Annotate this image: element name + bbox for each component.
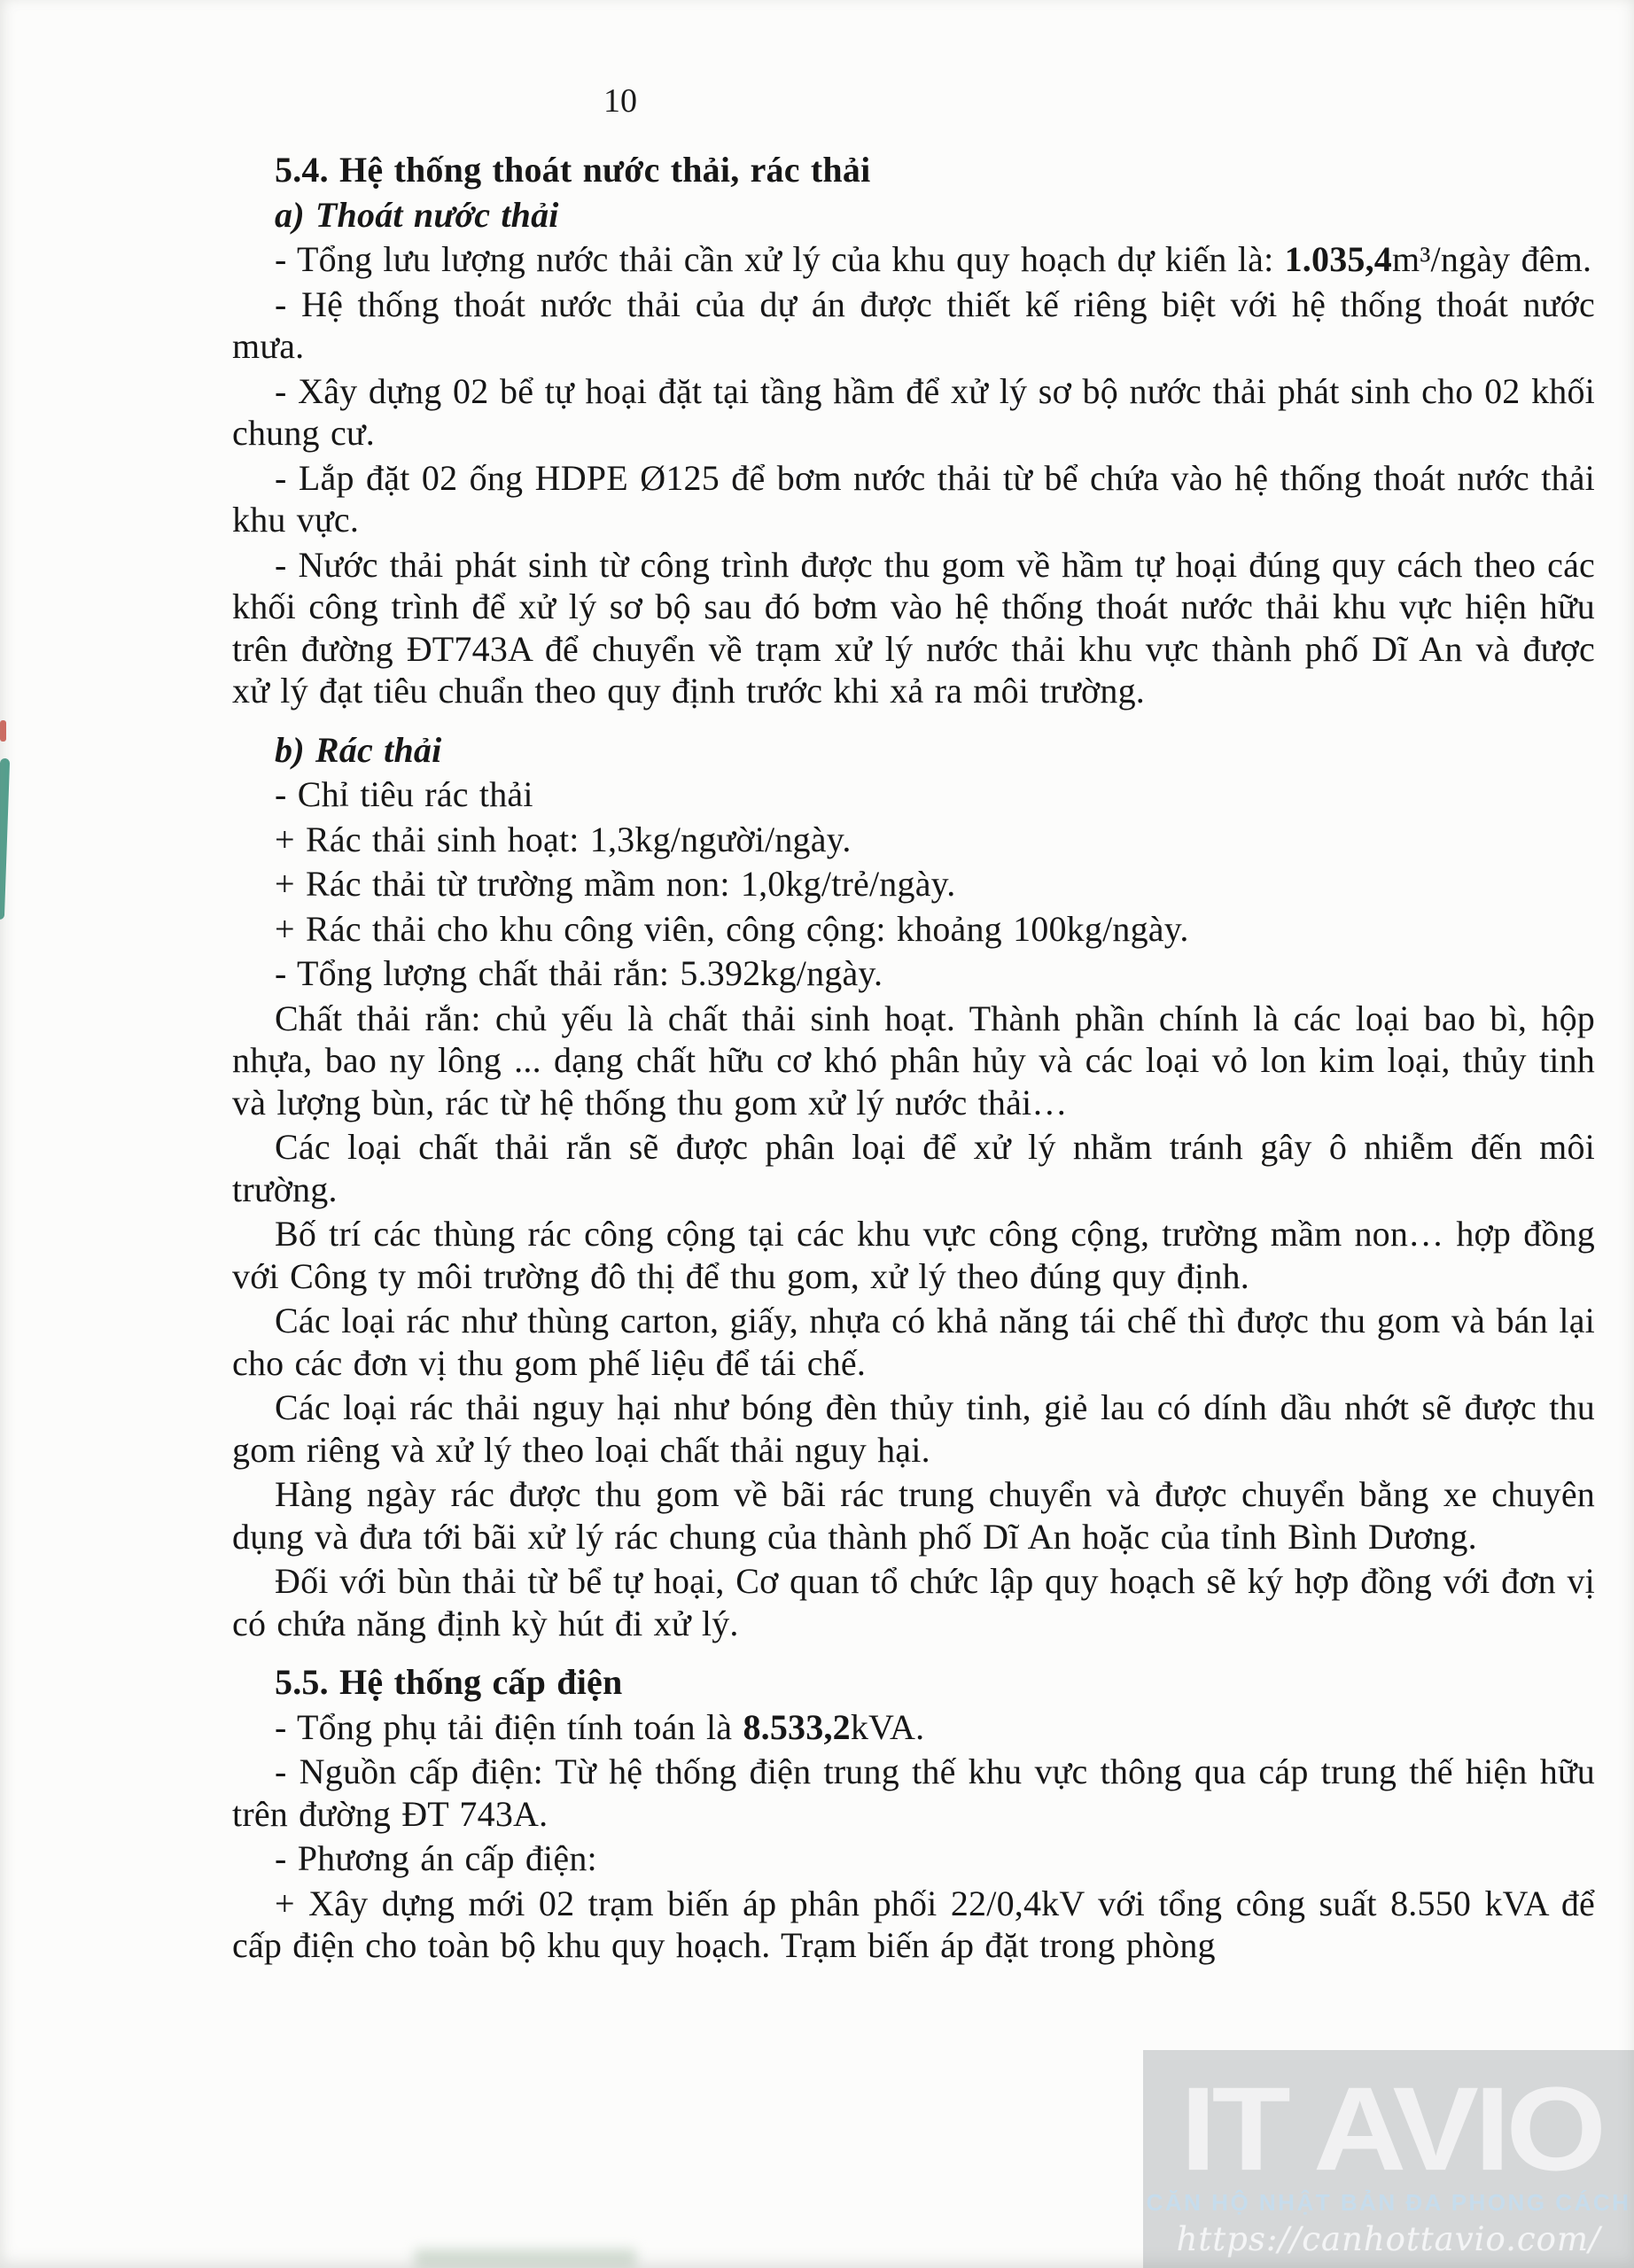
paragraph — [232, 544, 1595, 712]
text-segment: Các loại chất thải rắn sẽ được phân loại để xử lý nhằm tránh gây ô nhiễm đến môi trường. — [232, 1127, 1595, 1209]
text-segment: Bố trí các thùng rác công cộng tại các khu vực công cộng, trường mầm non… hợp đồng với Công ty môi trường đô thị để thu gom, xử lý theo đúng quy định. — [232, 1214, 1595, 1296]
watermark-overlay — [1143, 2050, 1634, 2268]
paragraph — [232, 863, 1595, 905]
paragraph — [232, 908, 1595, 951]
paragraph — [232, 457, 1595, 541]
heading — [232, 1661, 1595, 1704]
text-segment: - Xây dựng 02 bể tự hoại đặt tại tầng hầm để xử lý sơ bộ nước thải phát sinh cho 02 khối chung cư. — [232, 370, 1595, 453]
paragraph — [232, 370, 1595, 454]
text-segment: 5.4. Hệ thống thoát nước thải, rác thải — [275, 150, 871, 190]
subheading — [232, 194, 1595, 237]
text-segment: + Rác thải sinh hoạt: 1,3kg/người/ngày. — [275, 819, 852, 859]
text-segment: - Tổng lượng chất thải rắn: 5.392kg/ngày. — [275, 953, 883, 993]
document-body — [232, 149, 1595, 1969]
text-segment: Các loại rác như thùng carton, giấy, nhựa có khả năng tái chế thì được thu gom và bán lại cho các đơn vị thu gom phế liệu để tái chế. — [232, 1301, 1595, 1383]
scan-artifact-red-mark — [0, 720, 6, 742]
paragraph — [232, 952, 1595, 995]
text-segment: kVA. — [850, 1706, 925, 1747]
paragraph — [232, 819, 1595, 861]
text-segment: - Nguồn cấp điện: Từ hệ thống điện trung thế khu vực thông qua cáp trung thế hiện hữu trên đường ĐT 743A. — [232, 1751, 1595, 1834]
text-segment: + Rác thải từ trường mầm non: 1,0kg/trẻ/ngày. — [275, 864, 956, 904]
scan-artifact-smudge — [415, 2249, 636, 2268]
text-segment: - Chỉ tiêu rác thải — [275, 774, 533, 814]
paragraph — [232, 1386, 1595, 1471]
text-segment: + Rác thải cho khu công viên, công cộng: khoảng 100kg/ngày. — [275, 908, 1189, 949]
watermark-tagline: CĂN HỘ NHẬT BẢN ĐA PHONG CÁCH — [1146, 2189, 1631, 2216]
heading — [232, 149, 1595, 191]
paragraph — [232, 1126, 1595, 1210]
text-segment: 8.533,2 — [743, 1706, 851, 1747]
text-segment: Các loại rác thải nguy hại như bóng đèn thủy tinh, giẻ lau có dính dầu nhớt sẽ được thu gom riêng và xử lý theo loại chất thải nguy hại. — [232, 1387, 1595, 1470]
watermark-url: https://canhottavio.com/ — [1176, 2220, 1601, 2258]
subheading — [232, 729, 1595, 772]
scan-artifact-teal-mark — [0, 758, 10, 920]
paragraph — [232, 1213, 1595, 1297]
text-segment: 1.035,4 — [1284, 239, 1392, 279]
text-segment: a) Thoát nước thải — [275, 194, 559, 235]
text-segment: Đối với bùn thải từ bể tự hoại, Cơ quan tổ chức lập quy hoạch sẽ ký hợp đồng với đơn vị có chứa năng định kỳ hút đi xử lý. — [232, 1561, 1595, 1643]
paragraph — [232, 1706, 1595, 1749]
text-segment: m³/ngày đêm. — [1392, 239, 1592, 279]
text-segment: - Phương án cấp điện: — [275, 1838, 597, 1878]
text-segment: - Lắp đặt 02 ống HDPE Ø125 để bơm nước thải từ bể chứa vào hệ thống thoát nước thải khu vực. — [232, 457, 1595, 540]
text-segment: 5.5. Hệ thống cấp điện — [275, 1662, 623, 1702]
paragraph — [232, 1560, 1595, 1644]
text-segment: Chất thải rắn: chủ yếu là chất thải sinh hoạt. Thành phần chính là các loại bao bì, hộp nhựa, bao ny lông ... dạng chất hữu cơ khó phân hủy và các loại vỏ lon kim loại, thủy tinh và lượng bùn, rác từ hệ thống thu gom xử lý nước thải… — [232, 998, 1595, 1122]
itavio-logo-text: IT AVIO — [1180, 2062, 1602, 2195]
paragraph — [232, 238, 1595, 281]
page-number: 10 — [603, 82, 637, 120]
paragraph — [232, 998, 1595, 1124]
paragraph — [232, 1837, 1595, 1880]
text-segment: Hàng ngày rác được thu gom về bãi rác trung chuyển và được chuyển bằng xe chuyên dụng và đưa tới bãi xử lý rác chung của thành phố Dĩ An hoặc của tỉnh Bình Dương. — [232, 1474, 1595, 1557]
text-segment: + Xây dựng mới 02 trạm biến áp phân phối 22/0,4kV với tổng công suất 8.550 kVA để cấp điện cho toàn bộ khu quy hoạch. Trạm biến áp đặt trong phòng — [232, 1883, 1595, 1965]
paragraph — [232, 284, 1595, 368]
text-segment: b) Rác thải — [275, 729, 442, 770]
paragraph — [232, 1751, 1595, 1835]
paragraph — [232, 1300, 1595, 1384]
paragraph — [232, 773, 1595, 816]
text-segment: - Nước thải phát sinh từ công trình được thu gom về hầm tự hoại đúng quy cách theo các khối công trình để xử lý sơ bộ sau đó bơm vào hệ thống thoát nước thải khu vực hiện hữu trên đường ĐT743A để chuyển về trạm xử lý nước thải khu vực thành phố Dĩ An và được xử lý đạt tiêu chuẩn theo quy định trước khi xả ra môi trường. — [232, 544, 1595, 711]
paragraph — [232, 1473, 1595, 1557]
text-segment: - Tổng phụ tải điện tính toán là — [275, 1706, 743, 1747]
text-segment: - Hệ thống thoát nước thải của dự án được thiết kế riêng biệt với hệ thống thoát nước mưa. — [232, 284, 1595, 366]
text-segment: - Tổng lưu lượng nước thải cần xử lý của khu quy hoạch dự kiến là: — [275, 239, 1285, 279]
paragraph — [232, 1883, 1595, 1967]
